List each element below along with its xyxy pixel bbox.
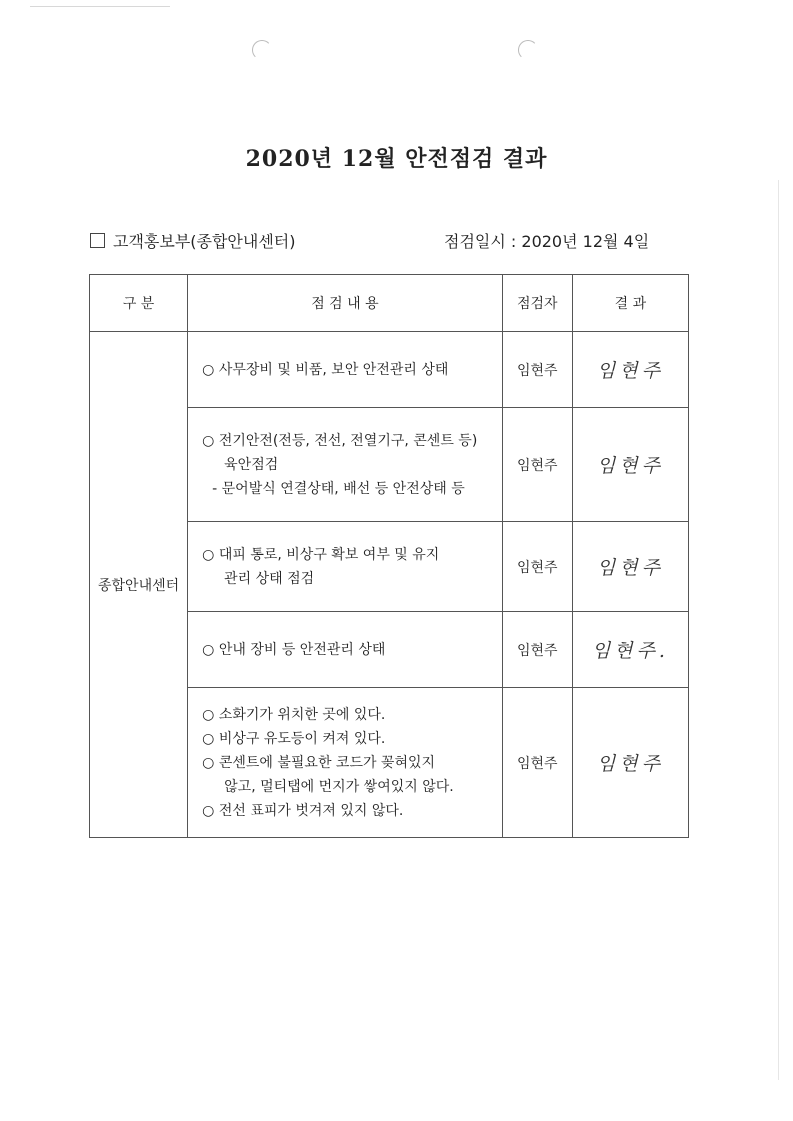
- table-row: [90, 332, 689, 408]
- header-category: 구 분: [90, 275, 188, 332]
- signature: 임현주.: [591, 640, 669, 662]
- inspector-cell: 임현주: [502, 332, 572, 408]
- content-line: ○ 대피 통로, 비상구 확보 여부 및 유지: [202, 546, 440, 563]
- content-line: ○ 전기안전(전등, 전선, 전열기구, 콘센트 등): [202, 432, 478, 449]
- content-line: 관리 상태 점검: [224, 570, 315, 587]
- content-line: ○ 안내 장비 등 안전관리 상태: [202, 641, 386, 658]
- inspection-table: [89, 274, 689, 838]
- result-cell: [572, 688, 688, 838]
- content-line: ○ 사무장비 및 비품, 보안 안전관리 상태: [202, 361, 449, 378]
- punch-hole: [518, 40, 538, 60]
- page-title: 2020년 12월 안전점검 결과: [245, 146, 548, 172]
- header-content: 점 검 내 용: [188, 275, 503, 332]
- inspector-cell: 임현주: [502, 408, 572, 522]
- signature: 임현주: [596, 753, 664, 775]
- content-line: ○ 전선 표피가 벗겨져 있지 않다.: [202, 802, 404, 819]
- checkbox-icon: [90, 233, 105, 248]
- content-cell: [188, 612, 503, 688]
- content-cell: [188, 408, 503, 522]
- result-cell: [572, 612, 688, 688]
- signature: 임현주: [596, 360, 664, 382]
- inspector-cell: 임현주: [502, 612, 572, 688]
- content-line: - 문어발식 연결상태, 배선 등 안전상태 등: [212, 480, 465, 497]
- header-result: 결 과: [572, 275, 688, 332]
- category-cell: 종합안내센터: [90, 332, 188, 838]
- content-cell: [188, 332, 503, 408]
- result-cell: [572, 408, 688, 522]
- signature: 임현주: [596, 557, 664, 579]
- department-label: [90, 229, 296, 252]
- result-cell: [572, 332, 688, 408]
- content-line: ○ 콘센트에 불필요한 코드가 꽂혀있지: [202, 754, 436, 771]
- content-cell: [188, 688, 503, 838]
- inspection-date: 점검일시 : 2020년 12월 4일: [444, 232, 650, 251]
- header-inspector: 점검자: [502, 275, 572, 332]
- punch-hole: [252, 40, 272, 60]
- result-cell: [572, 522, 688, 612]
- inspector-cell: 임현주: [502, 688, 572, 838]
- content-line: 육안점검: [224, 456, 279, 473]
- content-cell: [188, 522, 503, 612]
- scan-artifact: [30, 6, 170, 7]
- content-line: 않고, 멀티탭에 먼지가 쌓여있지 않다.: [224, 778, 454, 795]
- content-line: ○ 비상구 유도등이 켜져 있다.: [202, 730, 386, 747]
- table-header-row: [90, 275, 689, 332]
- content-line: ○ 소화기가 위치한 곳에 있다.: [202, 706, 386, 723]
- signature: 임현주: [596, 455, 664, 477]
- department-name: 고객홍보부(종합안내센터): [113, 232, 296, 251]
- inspector-cell: 임현주: [502, 522, 572, 612]
- scan-artifact: [778, 180, 779, 1080]
